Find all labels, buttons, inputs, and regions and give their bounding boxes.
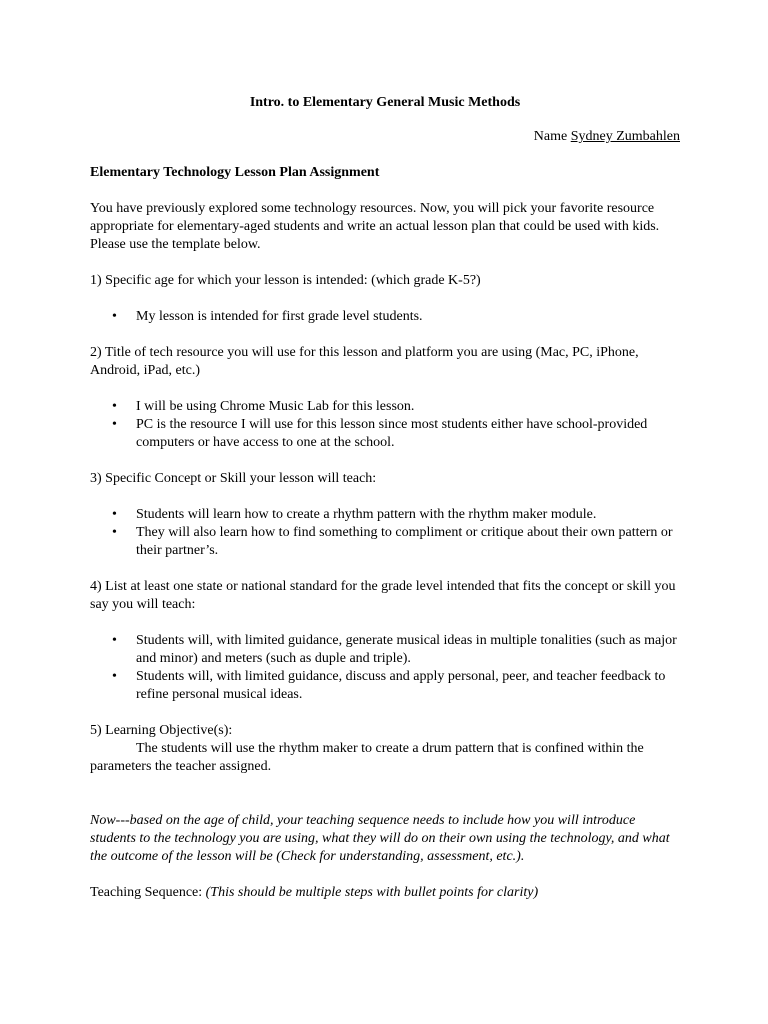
name-line bbox=[90, 128, 680, 146]
document-title: Intro. to Elementary General Music Methods bbox=[249, 95, 521, 110]
answer-bullet: • Students will, with limited guidance, discuss and apply personal, peer, and teacher feedback to refine personal musical ideas. bbox=[136, 668, 680, 704]
question-2: 2) Title of tech resource you will use for this lesson and platform you are using (Mac, PC, iPhone, Android, iPad, etc.) bbox=[90, 345, 639, 378]
answer-bullet: • Students will, with limited guidance, generate musical ideas in multiple tonalities (such as major and minor) and meters (such as duple and triple). bbox=[136, 632, 680, 668]
answer-bullet: • They will also learn how to find something to compliment or critique about their own pattern or their partner’s. bbox=[136, 524, 680, 560]
instructions-paragraph: Now---based on the age of child, your teaching sequence needs to include how you will introduce students to the technology you are using, what they will do on their own using the technology, and what the outcome of the lesson will be (Check for understanding, assessment, etc.). bbox=[90, 813, 670, 864]
teaching-sequence-line bbox=[90, 884, 680, 902]
answer-bullet: • I will be using Chrome Music Lab for this lesson. bbox=[136, 398, 680, 416]
intro-paragraph: You have previously explored some technology resources. Now, you will pick your favorite resource appropriate for elementary-aged students and write an actual lesson plan that could be used with kids. Please use the template below. bbox=[90, 201, 660, 252]
answer-list-2 bbox=[90, 398, 680, 452]
answer-bullet: • PC is the resource I will use for this lesson since most students either have school-provided computers or have access to one at the school. bbox=[136, 416, 680, 452]
question-5: 5) Learning Objective(s): bbox=[90, 723, 233, 738]
document-content bbox=[90, 94, 680, 902]
question-4: 4) List at least one state or national standard for the grade level intended that fits the concept or skill you say you will teach: bbox=[90, 579, 676, 612]
answer-bullet: • Students will learn how to create a rhythm pattern with the rhythm maker module. bbox=[136, 506, 680, 524]
teaching-sequence-note: (This should be multiple steps with bullet points for clarity) bbox=[205, 885, 539, 900]
answer-list-1 bbox=[90, 308, 680, 326]
answer-list-3 bbox=[90, 506, 680, 560]
answer-list-4 bbox=[90, 632, 680, 704]
answer-bullet: • My lesson is intended for first grade level students. bbox=[136, 308, 680, 326]
question-3: 3) Specific Concept or Skill your lesson will teach: bbox=[90, 471, 377, 486]
assignment-heading: Elementary Technology Lesson Plan Assignment bbox=[90, 165, 380, 180]
name-label: Name bbox=[533, 129, 568, 144]
question-1: 1) Specific age for which your lesson is intended: (which grade K-5?) bbox=[90, 273, 481, 288]
learning-objective-text: The students will use the rhythm maker to create a drum pattern that is confined within the parameters the teacher assigned. bbox=[90, 741, 644, 774]
student-name: Sydney Zumbahlen bbox=[570, 129, 680, 144]
teaching-sequence-label: Teaching Sequence: bbox=[90, 885, 206, 900]
